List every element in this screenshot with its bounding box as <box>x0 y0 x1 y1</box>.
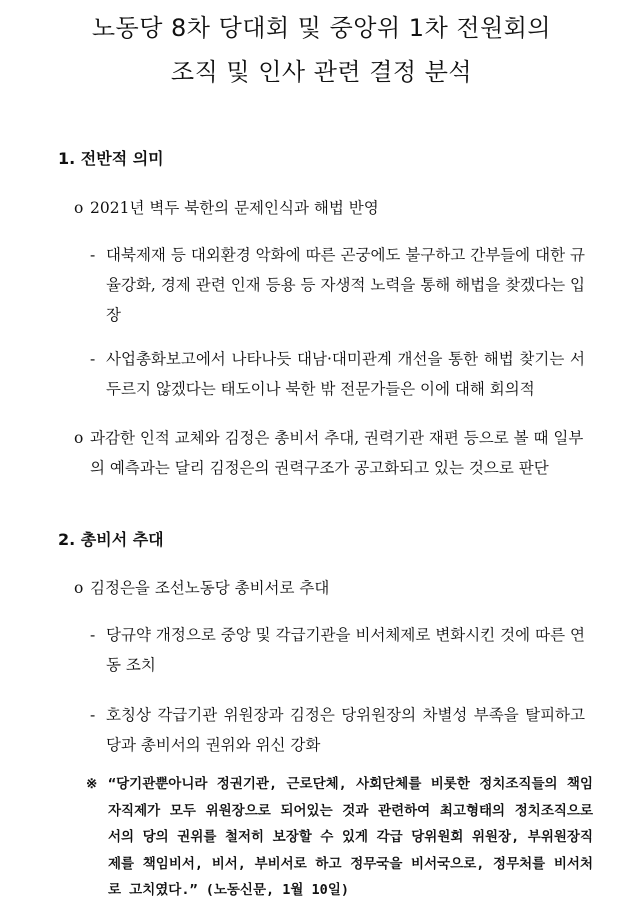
bullet-text: 과감한 인적 교체와 김정은 총비서 추대, 권력기관 재편 등으로 볼 때 일부의 예측과는 달리 김정은의 권력구조가 공고화되고 있는 것으로 판단 <box>90 429 584 477</box>
sub-bullet-item <box>90 344 585 404</box>
sub-bullet-item <box>90 700 585 760</box>
bullet-item <box>74 573 585 603</box>
dash-marker: - <box>90 350 96 368</box>
section-heading-2: 2. 총비서 추대 <box>58 530 164 549</box>
bullet-marker: o <box>74 429 84 447</box>
section-heading-1: 1. 전반적 의미 <box>58 149 164 168</box>
bullet-marker: o <box>74 199 84 217</box>
sub-bullet-item <box>90 620 585 680</box>
quote-note-text: “당기관뿐아니라 정권기관, 근로단체, 사회단체를 비롯한 정치조직들의 책임자직제가 모두 위원장으로 되어있는 것과 관련하여 최고형태의 정치조직으로서의 당의 권위를 철저히 보장할 수 있게 각급 당위원회 위원장, 부위원장직제를 책임비서, 비서, 부비서로 하고 정무국을 비서국으로, 정무처를 비서처로 고치였다.” (노동신문, 1월 10일) <box>108 776 593 898</box>
sub-bullet-text: 당규약 개정으로 중앙 및 각급기관을 비서체제로 변화시킨 것에 따른 연동 조치 <box>106 626 585 674</box>
sub-bullet-text: 대북제재 등 대외환경 악화에 따른 곤궁에도 불구하고 간부들에 대한 규율강화, 경제 관련 인재 등용 등 자생적 노력을 통해 해법을 찾겠다는 입장 <box>106 246 585 324</box>
dash-marker: - <box>90 626 96 644</box>
dash-marker: - <box>90 246 96 264</box>
bullet-item <box>74 193 585 223</box>
quote-note <box>86 771 593 904</box>
document-title-line-2: 조직 및 인사 관련 결정 분석 <box>170 58 473 86</box>
bullet-text: 김정은을 조선노동당 총비서로 추대 <box>90 579 330 597</box>
bullet-text: 2021년 벽두 북한의 문제인식과 해법 반영 <box>90 199 379 217</box>
dash-marker: - <box>90 706 96 724</box>
sub-bullet-text: 사업총화보고에서 나타나듯 대남·대미관계 개선을 통한 해법 찾기는 서두르지 않겠다는 태도이나 북한 밖 전문가들은 이에 대해 회의적 <box>106 350 585 398</box>
bullet-item <box>74 423 585 483</box>
reference-mark-icon: ※ <box>86 776 98 792</box>
sub-bullet-item <box>90 240 585 330</box>
bullet-marker: o <box>74 579 84 597</box>
sub-bullet-text: 호칭상 각급기관 위원장과 김정은 당위원장의 차별성 부족을 탈피하고 당과 총비서의 권위와 위신 강화 <box>106 706 585 754</box>
document-title-line-1: 노동당 8차 당대회 및 중앙위 1차 전원회의 <box>91 14 552 42</box>
